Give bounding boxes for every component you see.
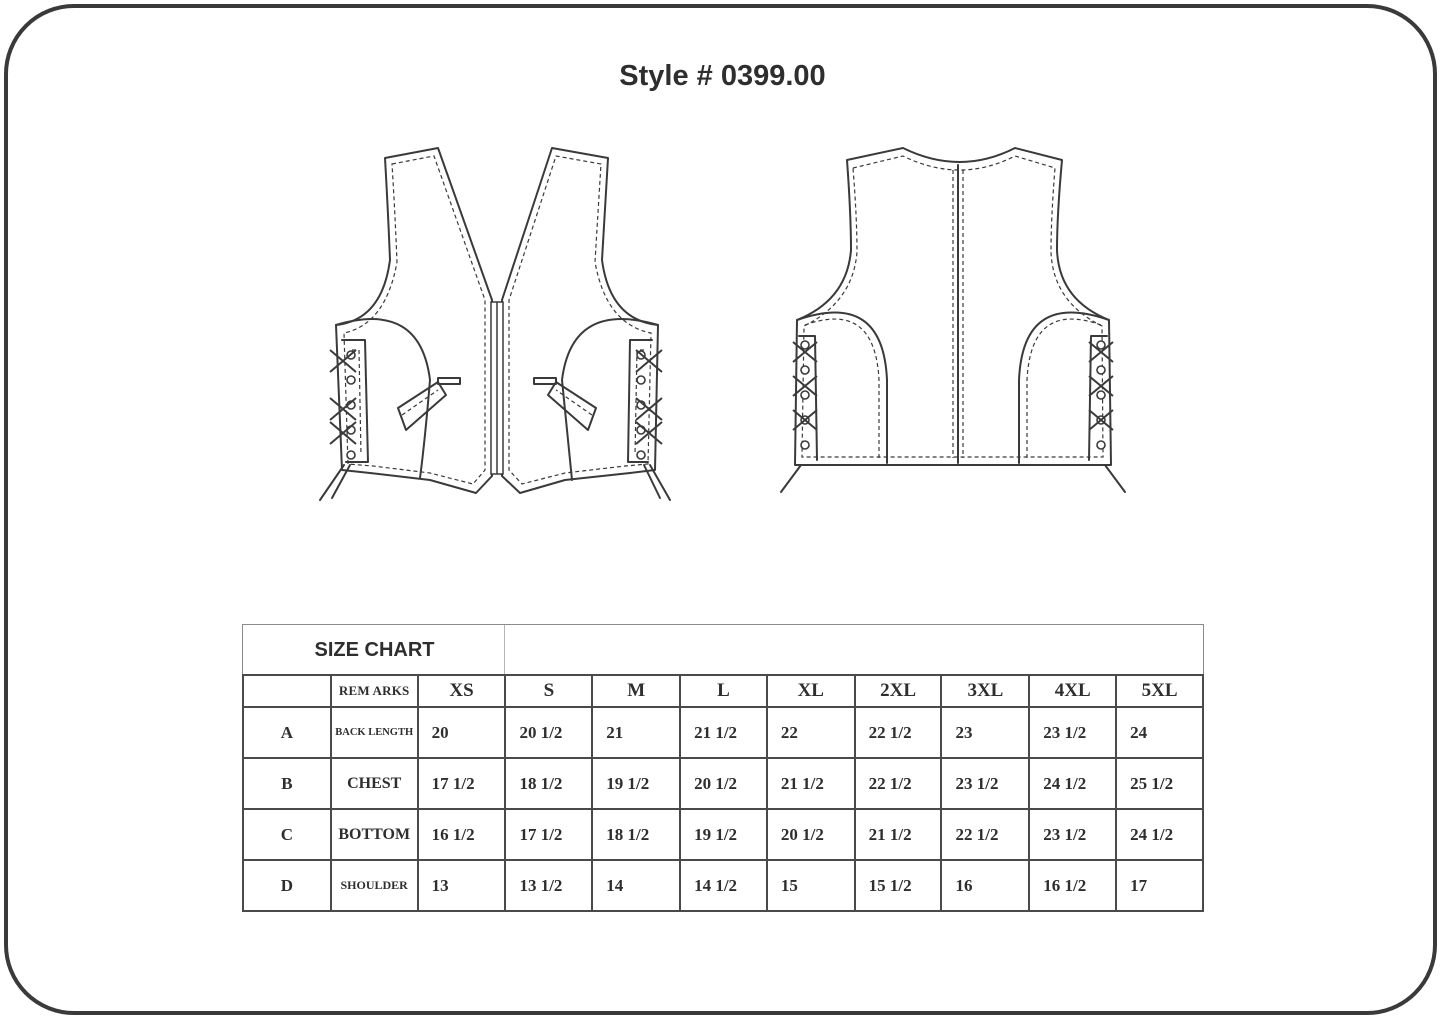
size-chart-title: SIZE CHART — [243, 625, 505, 675]
table-cell: 13 — [418, 860, 506, 911]
size-header: 5XL — [1116, 675, 1203, 707]
table-cell: 21 1/2 — [767, 758, 855, 809]
table-cell: 24 1/2 — [1116, 809, 1203, 860]
row-key: B — [243, 758, 331, 809]
table-cell: 20 1/2 — [505, 707, 592, 758]
table-cell: 21 — [592, 707, 680, 758]
size-header: S — [505, 675, 592, 707]
table-cell: 18 1/2 — [592, 809, 680, 860]
table-cell: 22 1/2 — [855, 707, 942, 758]
table-cell: 16 1/2 — [1029, 860, 1116, 911]
size-header: 3XL — [941, 675, 1029, 707]
table-row — [243, 758, 1203, 809]
table-cell: 14 1/2 — [680, 860, 767, 911]
row-remark: SHOULDER — [331, 860, 418, 911]
table-cell: 21 1/2 — [855, 809, 942, 860]
row-key: C — [243, 809, 331, 860]
style-title: Style # 0399.00 — [619, 60, 826, 92]
table-cell: 17 — [1116, 860, 1203, 911]
table-cell: 23 1/2 — [1029, 809, 1116, 860]
size-header: L — [680, 675, 767, 707]
row-remark: BOTTOM — [331, 809, 418, 860]
table-cell: 24 1/2 — [1029, 758, 1116, 809]
table-row — [243, 809, 1203, 860]
row-key: A — [243, 707, 331, 758]
vest-front-drawing — [310, 140, 682, 506]
table-cell: 20 — [418, 707, 506, 758]
row-remark: BACK LENGTH — [331, 707, 418, 758]
vest-back-drawing — [775, 140, 1145, 496]
size-header: 2XL — [855, 675, 942, 707]
size-header: 4XL — [1029, 675, 1116, 707]
row-remark: CHEST — [331, 758, 418, 809]
table-cell: 24 — [1116, 707, 1203, 758]
size-header-row — [243, 675, 1203, 707]
table-cell: 22 1/2 — [855, 758, 942, 809]
table-cell: 23 1/2 — [1029, 707, 1116, 758]
table-cell: 20 1/2 — [767, 809, 855, 860]
empty-header-cell — [243, 675, 331, 707]
table-cell: 13 1/2 — [505, 860, 592, 911]
table-cell: 16 1/2 — [418, 809, 506, 860]
table-cell: 14 — [592, 860, 680, 911]
remarks-header: REM ARKS — [331, 675, 418, 707]
table-cell: 23 1/2 — [941, 758, 1029, 809]
table-cell: 19 1/2 — [680, 809, 767, 860]
table-cell: 15 — [767, 860, 855, 911]
table-cell: 25 1/2 — [1116, 758, 1203, 809]
table-cell: 18 1/2 — [505, 758, 592, 809]
table-cell: 19 1/2 — [592, 758, 680, 809]
table-cell: 22 1/2 — [941, 809, 1029, 860]
table-cell: 17 1/2 — [505, 809, 592, 860]
table-cell: 23 — [941, 707, 1029, 758]
table-row — [243, 707, 1203, 758]
table-row — [243, 860, 1203, 911]
table-cell: 17 1/2 — [418, 758, 506, 809]
table-cell: 20 1/2 — [680, 758, 767, 809]
size-chart-title-row — [242, 624, 1204, 675]
table-cell: 21 1/2 — [680, 707, 767, 758]
size-header: M — [592, 675, 680, 707]
table-cell: 22 — [767, 707, 855, 758]
size-chart — [242, 624, 1204, 912]
size-table — [242, 674, 1204, 912]
row-key: D — [243, 860, 331, 911]
table-cell: 15 1/2 — [855, 860, 942, 911]
table-cell: 16 — [941, 860, 1029, 911]
size-header: XL — [767, 675, 855, 707]
size-header: XS — [418, 675, 506, 707]
